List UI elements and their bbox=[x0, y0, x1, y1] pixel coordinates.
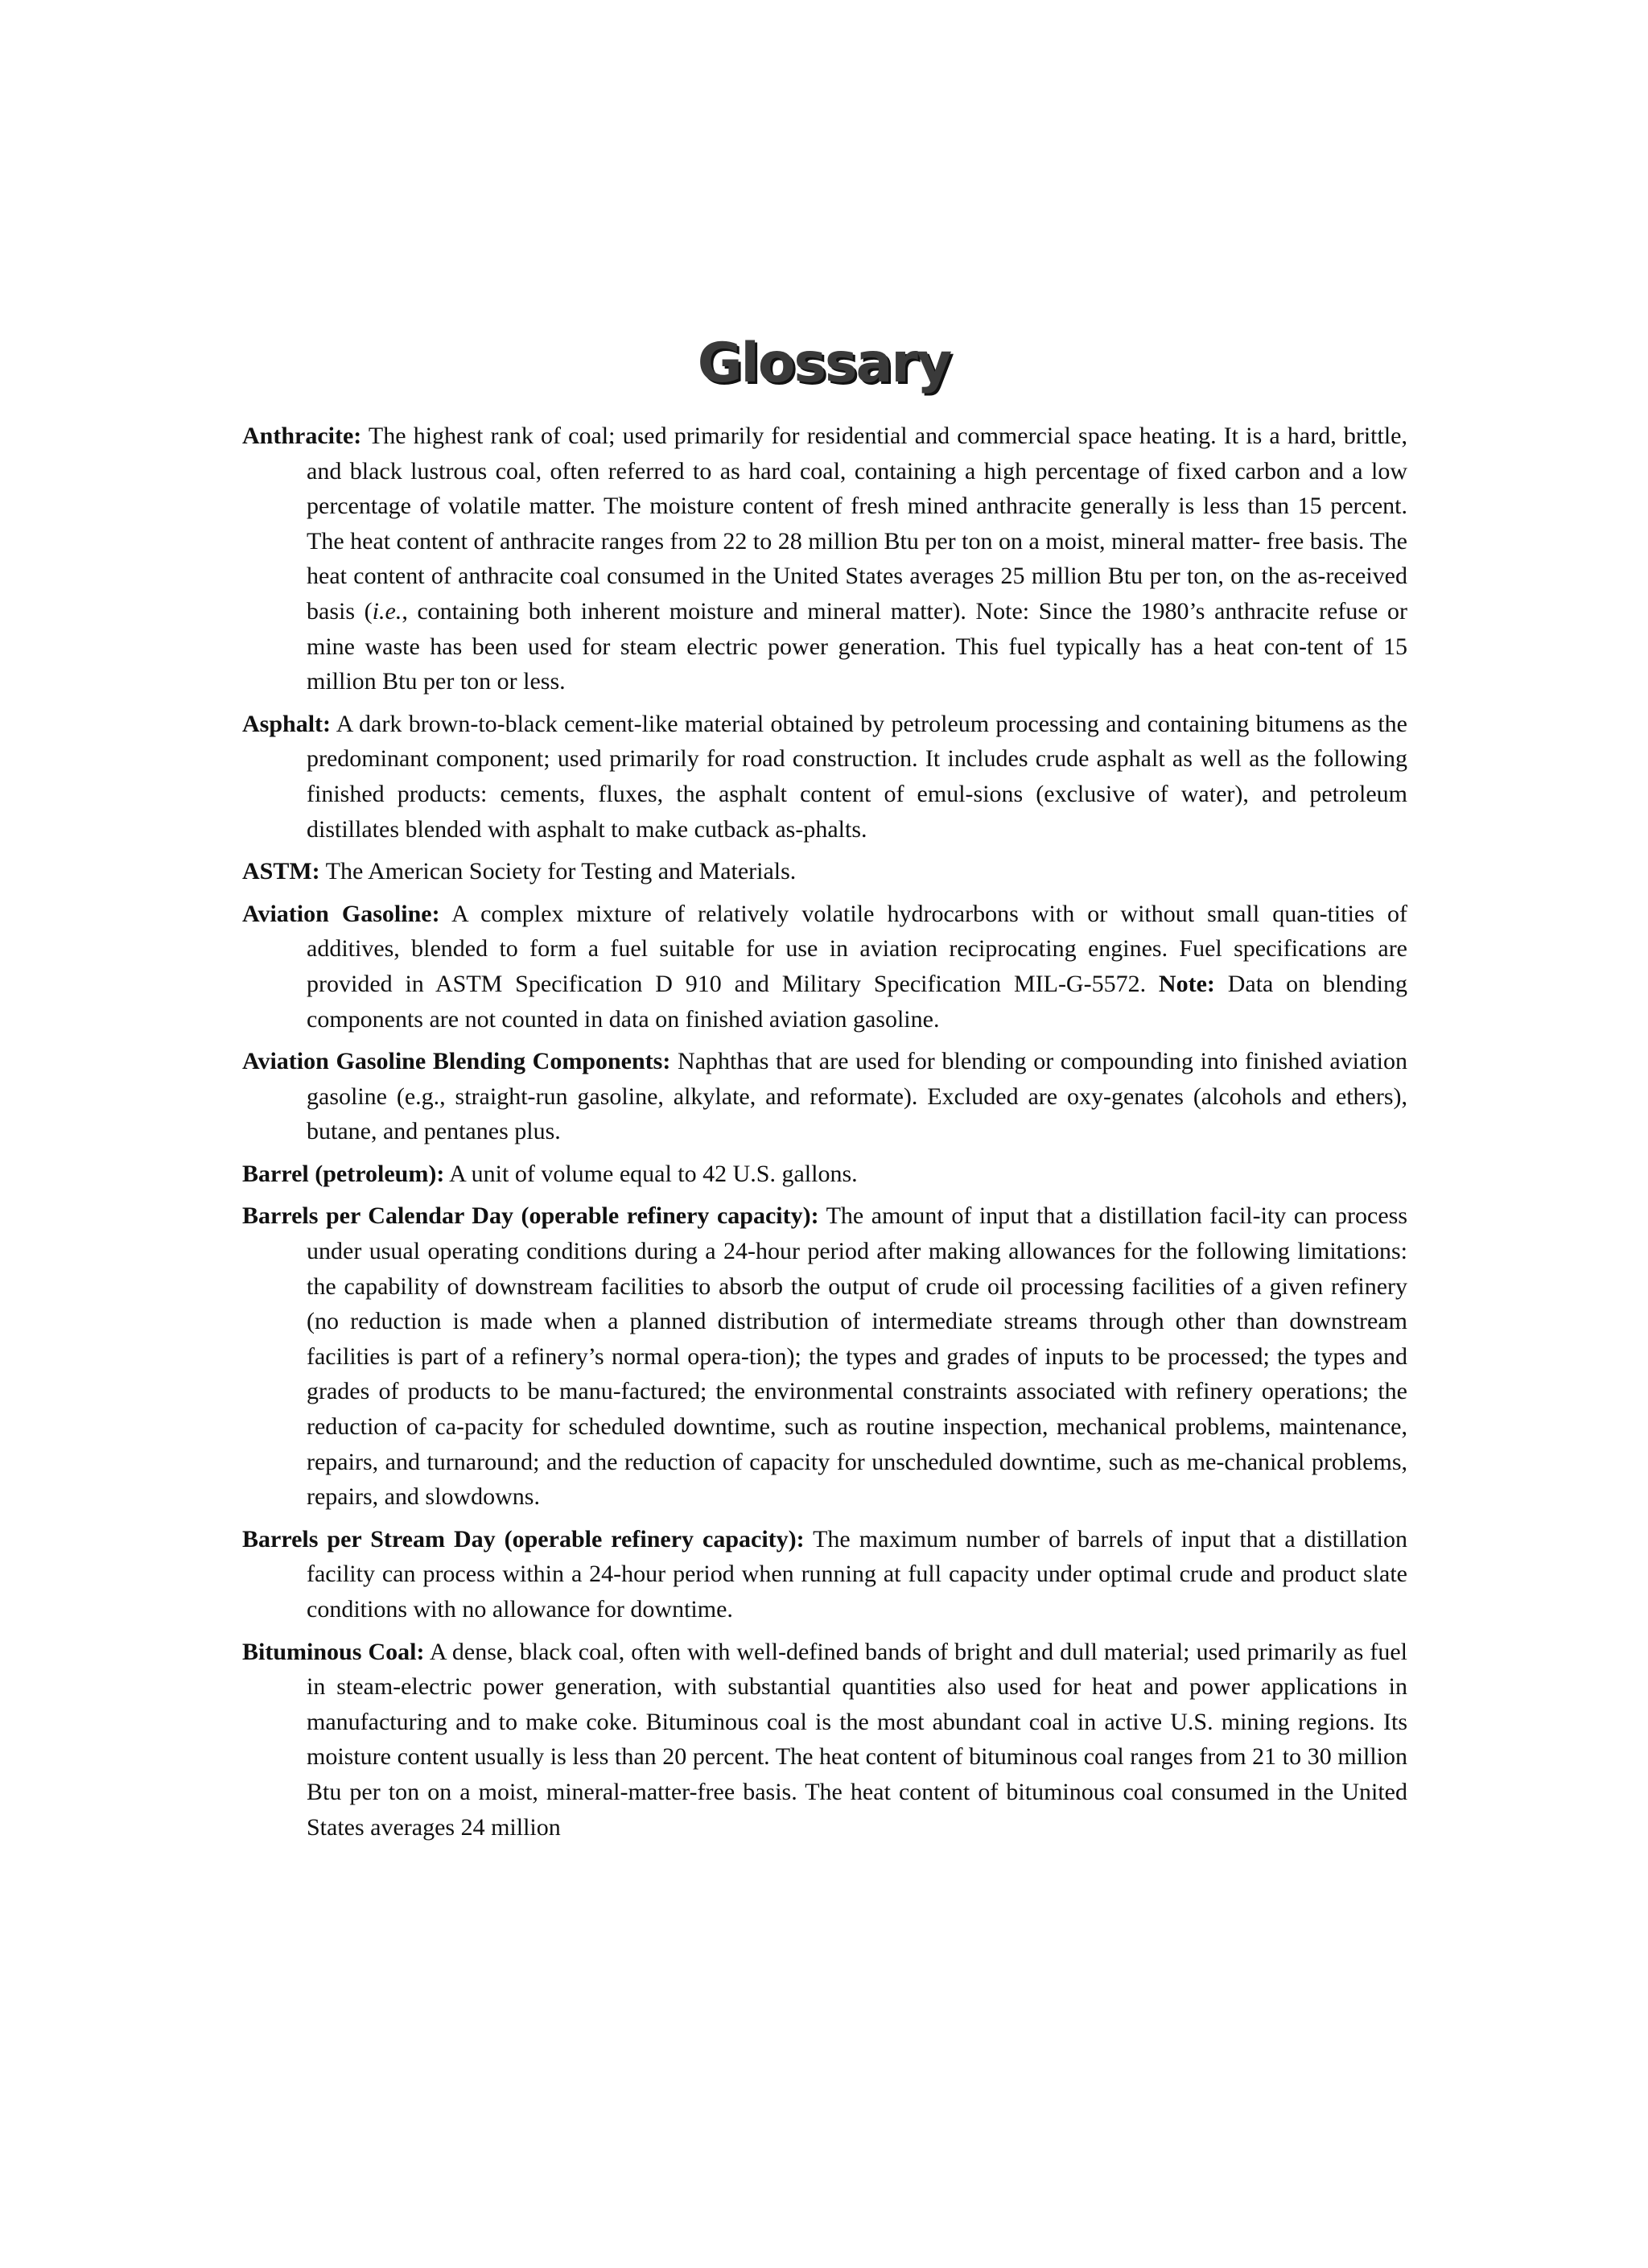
entry-definition: A complex mixture of relatively volatile hydrocarbons with or without small quan-tities of additives, blended to form a fuel suitable for use in aviation reciprocating engines. Fuel specifications are provided in ASTM Specification D 910 and Military Specification MIL-G-5572. bbox=[307, 900, 1408, 997]
entry-term: Bituminous Coal: bbox=[242, 1638, 425, 1665]
entry-definition: A dense, black coal, often with well-defined bands of bright and dull material; used primarily as fuel in steam-electric power generation, with substantial quantities also used for heat and power applications in manufacturing and to make coke. Bituminous coal is the most abundant coal in active U.S. mining regions. Its moisture content usually is less than 20 percent. The heat content of bituminous coal ranges from 21 to 30 million Btu per ton on a moist, mineral-matter-free basis. The heat content of bituminous coal consumed in the United States averages 24 million bbox=[307, 1638, 1407, 1841]
entry-definition: The maximum number of barrels of input that a distillation facility can process within a 24-hour period when running at full capacity under optimal crude and product slate conditions with no allowance for downtime. bbox=[307, 1525, 1407, 1623]
glossary-entries bbox=[242, 419, 1407, 1852]
glossary-entry-barrel bbox=[242, 1157, 1407, 1192]
entry-term: Aviation Gasoline Blending Components: bbox=[242, 1048, 671, 1075]
glossary-entry-astm bbox=[242, 854, 1407, 889]
entry-term: Barrels per Calendar Day (operable refinery capacity): bbox=[242, 1202, 819, 1230]
glossary-entry-barrels-stream-day bbox=[242, 1522, 1407, 1627]
entry-term: ASTM: bbox=[242, 858, 320, 885]
page-title: Glossary bbox=[697, 332, 951, 395]
glossary-entry-barrels-calendar-day bbox=[242, 1198, 1407, 1514]
entry-definition: A dark brown-to-black cement-like material obtained by petroleum processing and containing bitumens as the predominant component; used primarily for road construction. It includes crude asphalt as well as the following finished products: cements, fluxes, the asphalt content of emul-sions (exclusive of water), and petroleum distillates blended with asphalt to make cutback as-phalts. bbox=[307, 710, 1407, 843]
glossary-entry-bituminous-coal bbox=[242, 1635, 1407, 1845]
entry-definition: A unit of volume equal to 42 U.S. gallons. bbox=[444, 1160, 858, 1187]
entry-definition: The American Society for Testing and Materials. bbox=[319, 858, 797, 885]
entry-term: Asphalt: bbox=[242, 710, 332, 737]
entry-term: Aviation Gasoline: bbox=[242, 900, 440, 927]
entry-note-label: Note: bbox=[1158, 970, 1215, 997]
entry-definition: , containing both inherent moisture and mineral matter). Note: Since the 1980’s anthracite refuse or mine waste has been used for steam electric power generation. This fuel typically has a heat con-tent of 15 million Btu per ton or less. bbox=[307, 597, 1407, 695]
entry-definition: The amount of input that a distillation facil-ity can process under usual operating conditions during a 24-hour period after making allowances for the following limitations: the capability of downstream facilities to absorb the output of crude oil processing facilities of a given refinery (no reduction is made when a planned distribution of intermediate streams through other than downstream facilities is part of a refinery’s normal opera-tion); the types and grades of inputs to be processed; the types and grades of products to be manu-factured; the environmental constraints associated with refinery operations; the reduction of ca-pacity for scheduled downtime, such as routine inspection, mechanical problems, maintenance, repairs, and turnaround; and the reduction of capacity for unscheduled downtime, such as me-chanical problems, repairs, and slowdowns. bbox=[307, 1202, 1407, 1511]
entry-term: Barrels per Stream Day (operable refinery capacity): bbox=[242, 1525, 805, 1553]
glossary-entry-aviation-gasoline bbox=[242, 897, 1407, 1037]
glossary-entry-asphalt bbox=[242, 707, 1407, 847]
glossary-entry-anthracite bbox=[242, 419, 1407, 699]
entry-definition: Naphthas that are used for blending or compounding into finished aviation gasoline (e.g., straight-run gasoline, alkylate, and reformate). Excluded are oxy-genates (alcohols and ethers), butane, and pentanes plus. bbox=[307, 1048, 1407, 1145]
entry-definition: The highest rank of coal; used primarily for residential and commercial space heating. It is a hard, brittle, and black lustrous coal, often referred to as hard coal, containing a high percentage of fixed carbon and a low percentage of volatile matter. The moisture content of fresh mined anthracite generally is less than 15 percent. The heat content of anthracite ranges from 22 to 28 million Btu per ton on a moist, mineral matter- free basis. The heat content of anthracite coal consumed in the United States averages 25 million Btu per ton, on the as-received basis ( bbox=[307, 423, 1407, 625]
glossary-entry-aviation-gasoline-blending bbox=[242, 1044, 1407, 1149]
entry-term: Barrel (petroleum): bbox=[242, 1160, 445, 1187]
entry-definition-italic: i.e. bbox=[372, 597, 402, 625]
entry-term: Anthracite: bbox=[242, 423, 362, 449]
entry-definition: Data on blending components are not counted in data on finished aviation gasoline. bbox=[307, 970, 1407, 1033]
